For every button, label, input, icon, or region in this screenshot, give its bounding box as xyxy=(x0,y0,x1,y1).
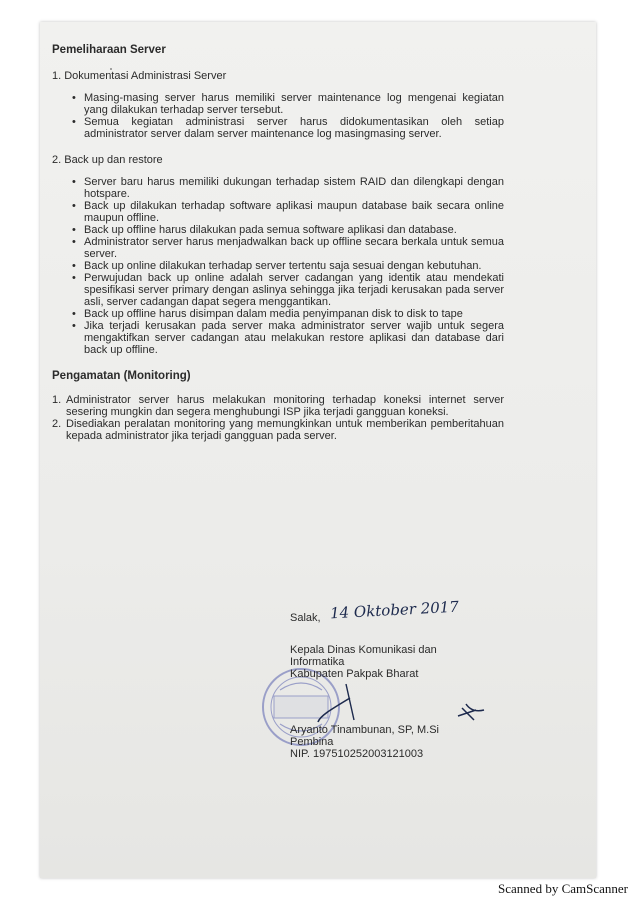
office-line: Kabupaten Pakpak Bharat xyxy=(290,668,419,680)
signatory-nip: NIP. 197510252003121003 xyxy=(290,748,424,760)
handwritten-date: 14 Oktober 2017 xyxy=(329,597,460,623)
list-number: 2. xyxy=(52,418,62,430)
signatory-name: Aryanto Tinambunan, SP, M.Si xyxy=(290,724,439,736)
monitoring-list xyxy=(52,394,504,442)
handwritten-signature xyxy=(290,680,490,724)
office-line: Informatika xyxy=(290,656,345,668)
signature-block xyxy=(290,597,510,760)
heading-pemeliharaan-server: Pemeliharaan Server xyxy=(52,44,166,56)
list-item: • Back up online dilakukan terhadap server tertentu saja sesuai dengan kebutuhan. xyxy=(72,260,504,272)
section-backup-list xyxy=(52,176,504,356)
list-text: Administrator server harus melakukan monitoring terhadap koneksi internet server sesering mungkin dan segera menghubungi ISP jika terjadi gangguan koneksi. xyxy=(66,394,504,418)
camscanner-watermark: Scanned by CamScanner xyxy=(498,881,628,896)
list-item: • Back up offline harus dilakukan pada semua software aplikasi dan database. xyxy=(72,224,504,236)
heading-pengamatan: Pengamatan (Monitoring) xyxy=(52,370,191,382)
office-line: Kepala Dinas Komunikasi dan xyxy=(290,644,437,656)
section-dokumentasi-list xyxy=(52,92,504,140)
list-item: • Back up dilakukan terhadap software aplikasi maupun database baik secara online maupun offline. xyxy=(72,200,504,224)
list-item: • Jika terjadi kerusakan pada server maka administrator server wajib untuk segera mengaktifkan server cadangan atau melakukan restore aplikasi dan database dari back up offline. xyxy=(72,320,504,356)
list-item: • Perwujudan back up online adalah server cadangan yang identik atau mendekati spesifikasi server primary dengan aslinya sehingga jika terjadi kerusakan pada server asli, server cadangan dapat segera menggantikan. xyxy=(72,272,504,308)
section-backup-title: 2. Back up dan restore xyxy=(52,154,163,166)
list-item xyxy=(52,394,504,418)
signature-place-date xyxy=(290,597,510,628)
list-text: Disediakan peralatan monitoring yang memungkinkan untuk memberikan pemberitahuan kepada administrator jika terjadi gangguan pada server. xyxy=(66,418,504,442)
list-item: • Back up offline harus disimpan dalam media penyimpanan disk to disk to tape xyxy=(72,308,504,320)
signature-place: Salak, xyxy=(290,612,321,624)
list-item: • Semua kegiatan administrasi server harus didokumentasikan oleh setiap administrator server dalam server maintenance log masingmasing server. xyxy=(72,116,504,140)
list-number: 1. xyxy=(52,394,62,406)
list-item: • Server baru harus memiliki dukungan terhadap sistem RAID dan dilengkapi dengan hotspare. xyxy=(72,176,504,200)
section-dokumentasi-title: 1. Dokumentasi Administrasi Server xyxy=(52,70,227,82)
signatory-rank: Pembina xyxy=(290,736,334,748)
list-item xyxy=(52,418,504,442)
list-item: • Administrator server harus menjadwalkan back up offline secara berkala untuk semua server. xyxy=(72,236,504,260)
list-item: • Masing-masing server harus memiliki server maintenance log mengenai kegiatan yang dilakukan terhadap server tersebut. xyxy=(72,92,504,116)
document-body xyxy=(52,44,504,442)
